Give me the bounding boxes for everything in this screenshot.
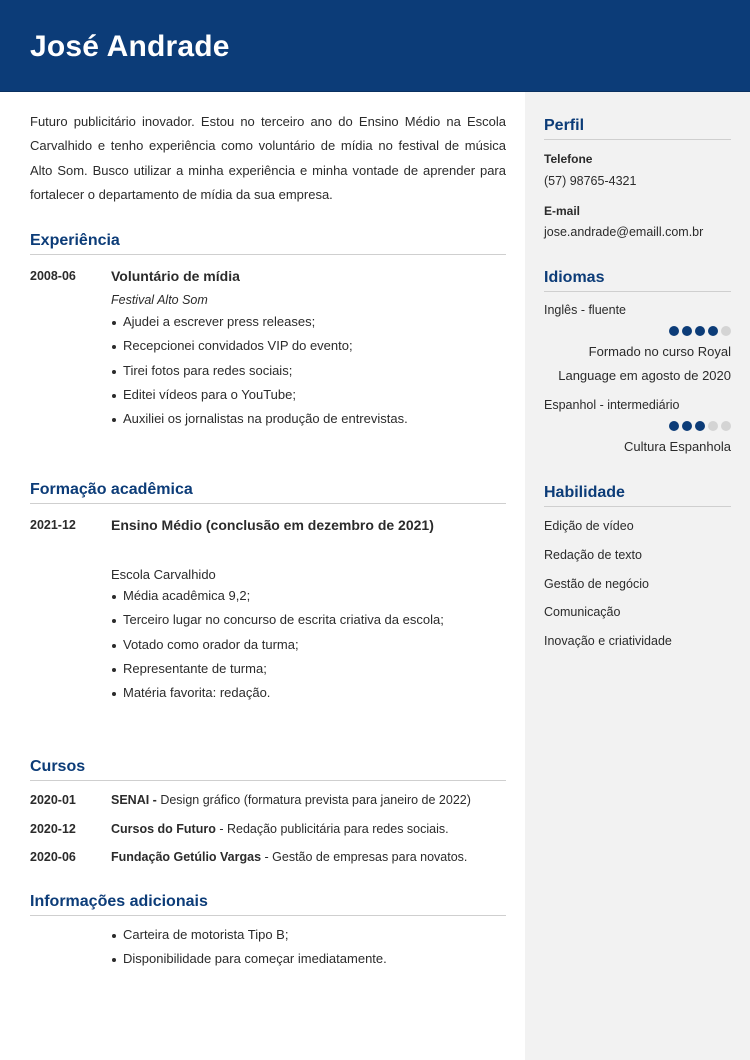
list-item: Votado como orador da turma; <box>111 633 444 657</box>
list-item: Disponibilidade para começar imediatamente. <box>111 947 387 971</box>
list-item: Recepcionei convidados VIP do evento; <box>111 334 408 358</box>
additional-info-heading: Informações adicionais <box>30 893 506 916</box>
level-dot-filled <box>695 421 705 431</box>
summary-text: Futuro publicitário inovador. Estou no terceiro ano do Ensino Médio na Escola Carvalhido e tenho experiência como voluntário de mídia no festival de música Alto Som. Busco utilizar a minha experiência e minha vontade de aprender para fortalecer o departamento de mídia da sua empresa. <box>30 114 506 202</box>
education-heading: Formação acadêmica <box>30 481 506 504</box>
phone-label: Telefone <box>544 152 593 166</box>
languages-heading: Idiomas <box>544 269 731 292</box>
skill-item: Redação de texto <box>544 548 642 562</box>
experience-bullet-list <box>111 310 408 431</box>
entry-role: Voluntário de mídia <box>111 268 240 284</box>
language-note: Formado no curso Royal <box>588 344 731 359</box>
level-dot-empty <box>721 421 731 431</box>
list-item: Carteira de motorista Tipo B; <box>111 923 387 947</box>
entry-degree: Ensino Médio (conclusão em dezembro de 2021) <box>111 517 434 533</box>
phone-value: (57) 98765-4321 <box>544 174 637 188</box>
list-item: Representante de turma; <box>111 657 444 681</box>
level-dot-filled <box>708 326 718 336</box>
additional-bullet-list <box>111 923 387 972</box>
list-item: Editei vídeos para o YouTube; <box>111 383 408 407</box>
language-note: Language em agosto de 2020 <box>558 368 731 383</box>
skill-item: Inovação e criatividade <box>544 634 672 648</box>
entry-organization: Festival Alto Som <box>111 293 208 307</box>
skills-heading: Habilidade <box>544 484 731 507</box>
level-dot-filled <box>682 421 692 431</box>
entry-school: Escola Carvalhido <box>111 567 216 582</box>
course-description: - Redação publicitária para redes sociais. <box>215 822 449 836</box>
level-dot-filled <box>695 326 705 336</box>
list-item: Matéria favorita: redação. <box>111 681 444 705</box>
skill-item: Edição de vídeo <box>544 519 634 533</box>
level-dot-empty <box>708 421 718 431</box>
candidate-name: José Andrade <box>30 30 230 63</box>
sidebar <box>525 92 750 1060</box>
course-date: 2020-01 <box>30 793 76 807</box>
language-level-rating <box>669 421 731 431</box>
entry-date: 2021-12 <box>30 518 76 532</box>
entry-date: 2008-06 <box>30 269 76 283</box>
resume-header <box>0 0 750 92</box>
experience-heading: Experiência <box>30 232 506 255</box>
language-level-rating <box>669 326 731 336</box>
course-date: 2020-12 <box>30 822 76 836</box>
list-item: Terceiro lugar no concurso de escrita criativa da escola; <box>111 608 444 632</box>
skill-item: Gestão de negócio <box>544 577 649 591</box>
course-description: Design gráfico (formatura prevista para janeiro de 2022) <box>156 793 471 807</box>
list-item: Média acadêmica 9,2; <box>111 584 444 608</box>
course-name: SENAI - <box>111 793 157 807</box>
language-note: Cultura Espanhola <box>624 439 731 454</box>
profile-heading: Perfil <box>544 117 731 140</box>
level-dot-filled <box>669 421 679 431</box>
language-name: Inglês - fluente <box>544 303 626 317</box>
courses-heading: Cursos <box>30 758 506 781</box>
education-bullet-list <box>111 584 444 705</box>
level-dot-filled <box>669 326 679 336</box>
email-value: jose.andrade@emaill.com.br <box>544 225 704 239</box>
course-date: 2020-06 <box>30 850 76 864</box>
list-item: Ajudei a escrever press releases; <box>111 310 408 334</box>
course-name: Fundação Getúlio Vargas <box>111 850 262 864</box>
list-item: Auxiliei os jornalistas na produção de entrevistas. <box>111 407 408 431</box>
level-dot-empty <box>721 326 731 336</box>
language-name: Espanhol - intermediário <box>544 398 680 412</box>
skill-item: Comunicação <box>544 605 621 619</box>
level-dot-filled <box>682 326 692 336</box>
email-label: E-mail <box>544 204 581 218</box>
list-item: Tirei fotos para redes sociais; <box>111 359 408 383</box>
course-description: - Gestão de empresas para novatos. <box>261 850 468 864</box>
course-name: Cursos do Futuro <box>111 822 216 836</box>
